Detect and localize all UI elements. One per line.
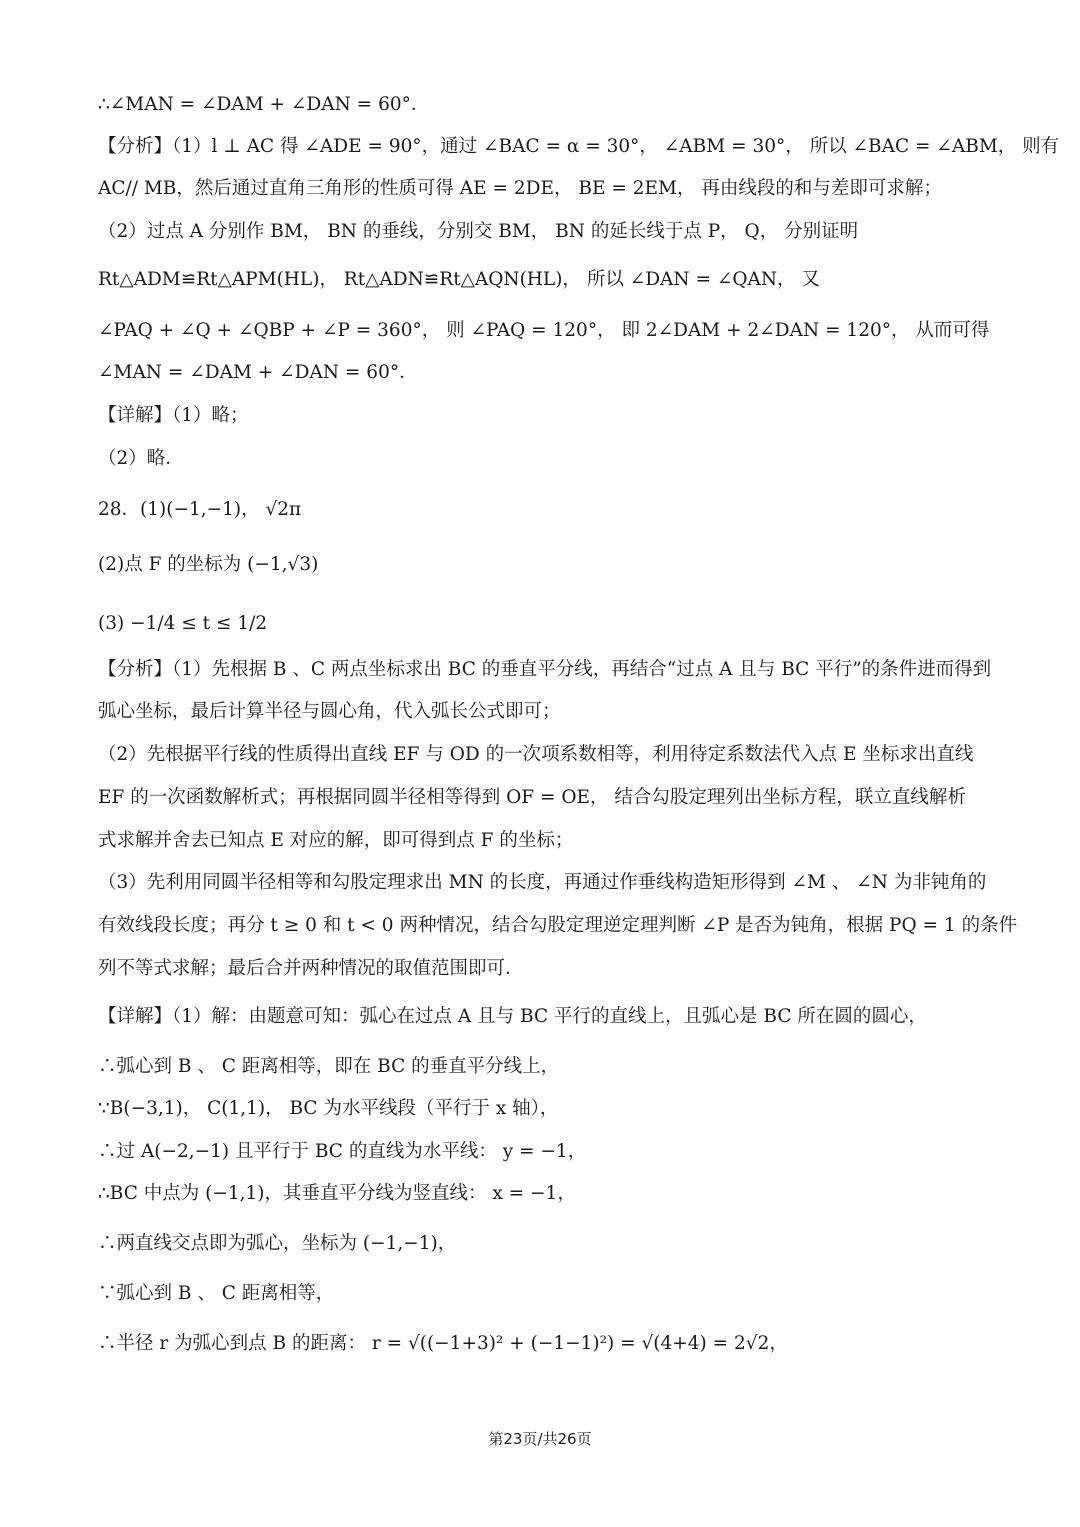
text-line: ∴弧心到 B 、 C 距离相等，即在 BC 的垂直平分线上， — [98, 1056, 560, 1077]
text-line: ∴∠MAN = ∠DAM + ∠DAN = 60°． — [98, 94, 430, 115]
text-line: 式求解并舍去已知点 E 对应的解，即可得到点 F 的坐标； — [98, 830, 574, 851]
text-line: 【分析】（1）l ⊥ AC 得 ∠ADE = 90°，通过 ∠BAC = α = 30°， ∠ABM = 30°， 所以 ∠BAC = ∠ABM， 则有 — [98, 136, 1060, 157]
text-line: (2)点 F 的坐标为 (−1,√3) — [98, 554, 319, 575]
text-line: Rt△ADM≌Rt△APM(HL)， Rt△ADN≌Rt△AQN(HL)， 所以 ∠DAN = ∠QAN， 又 — [98, 269, 820, 290]
text-line: AC// MB，然后通过直角三角形的性质可得 AE = 2DE， BE = 2EM， 再由线段的和与差即可求解； — [98, 178, 942, 199]
text-line: （2）先根据平行线的性质得出直线 EF 与 OD 的一次项系数相等，利用待定系数法代入点 E 坐标求出直线 — [98, 744, 974, 765]
text-line: 28．(1)(−1,−1)， √2π — [98, 499, 302, 520]
page-number: 第23页/共26页 — [488, 1430, 592, 1448]
text-line: EF 的一次函数解析式；再根据同圆半径相等得到 OF = OE， 结合勾股定理列出坐标方程，联立直线解析 — [98, 787, 966, 808]
text-line: ∴两直线交点即为弧心，坐标为 (−1,−1)， — [98, 1233, 457, 1254]
text-line: ∵B(−3,1)， C(1,1)， BC 为水平线段（平行于 x 轴）， — [98, 1098, 559, 1119]
text-line: 【分析】（1）先根据 B 、C 两点坐标求出 BC 的垂直平分线，再结合“过点 A 且与 BC 平行”的条件进而得到 — [98, 659, 992, 680]
text-line: 【详解】（1）解：由题意可知：弧心在过点 A 且与 BC 平行的直线上，且弧心是 BC 所在圆的圆心， — [98, 1006, 927, 1027]
text-line: 列不等式求解；最后合并两种情况的取值范围即可． — [98, 958, 524, 979]
text-line: ∵弧心到 B 、 C 距离相等， — [98, 1283, 335, 1304]
text-line: 有效线段长度；再分 t ≥ 0 和 t < 0 两种情况，结合勾股定理逆定理判断 ∠P 是否为钝角，根据 PQ = 1 的条件 — [98, 915, 1018, 936]
text-line: ∴BC 中点为 (−1,1)，其垂直平分线为竖直线： x = −1， — [98, 1183, 576, 1204]
text-line: ∴半径 r 为弧心到点 B 的距离： r = √((−1+3)² + (−1−1)²) = √(4+4) = 2√2， — [98, 1333, 788, 1354]
text-line: ∴过 A(−2,−1) 且平行于 BC 的直线为水平线： y = −1， — [98, 1141, 587, 1162]
text-line: ∠PAQ + ∠Q + ∠QBP + ∠P = 360°， 则 ∠PAQ = 120°， 即 2∠DAM + 2∠DAN = 120°， 从而可得 — [98, 320, 990, 341]
text-line: 【详解】（1）略； — [98, 405, 249, 426]
text-line: ∠MAN = ∠DAM + ∠DAN = 60°． — [98, 362, 418, 383]
text-line: （3）先利用同圆半径相等和勾股定理求出 MN 的长度，再通过作垂线构造矩形得到 ∠M 、 ∠N 为非钝角的 — [98, 872, 987, 893]
text-line: 弧心坐标，最后计算半径与圆心角，代入弧长公式即可； — [98, 701, 561, 722]
text-line: （2）过点 A 分别作 BM， BN 的垂线，分别交 BM， BN 的延长线于点 P， Q， 分别证明 — [98, 221, 859, 242]
text-line: (3) −1/4 ≤ t ≤ 1/2 — [98, 613, 268, 634]
text-line: （2）略． — [98, 448, 184, 469]
